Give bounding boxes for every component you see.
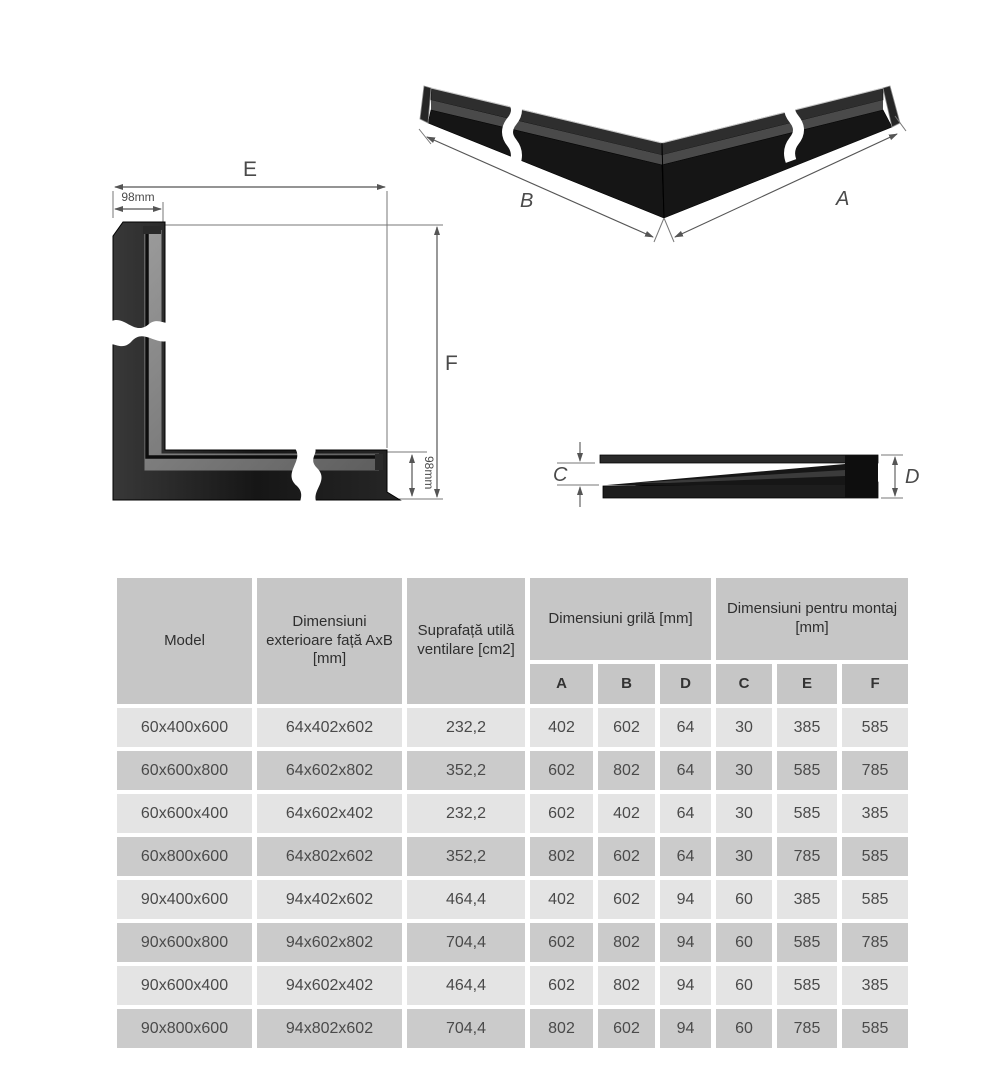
table-cell: 94 <box>660 1009 711 1048</box>
table-cell: 64 <box>660 837 711 876</box>
grille-slot-groove <box>147 234 375 457</box>
table-cell: 585 <box>777 794 837 833</box>
group-header-montaj: Dimensiuni pentru montaj [mm] <box>716 578 908 660</box>
table-cell: 602 <box>598 837 655 876</box>
grille-slot-band <box>153 230 379 462</box>
table-cell: 704,4 <box>407 1009 525 1048</box>
table-cell: 385 <box>842 966 908 1005</box>
table-cell: 64 <box>660 751 711 790</box>
table-cell: 64x802x602 <box>257 837 402 876</box>
table-cell: 64x602x802 <box>257 751 402 790</box>
ext-tick <box>654 218 664 242</box>
table-cell: 60x600x800 <box>117 751 252 790</box>
table-cell: 802 <box>598 751 655 790</box>
table-cell: 94x602x802 <box>257 923 402 962</box>
table-body <box>117 708 908 1048</box>
table-cell: 30 <box>716 837 772 876</box>
table-cell: 94 <box>660 880 711 919</box>
table-cell: 64x602x402 <box>257 794 402 833</box>
table-cell: 94 <box>660 923 711 962</box>
spec-table <box>112 574 913 1052</box>
table-row <box>117 708 908 747</box>
slot-end-cap <box>375 454 383 470</box>
front-view-drawing <box>95 148 460 528</box>
table-row <box>117 923 908 962</box>
table-cell: 602 <box>530 794 593 833</box>
table-cell: 64 <box>660 794 711 833</box>
table-cell: 402 <box>530 880 593 919</box>
table-cell: 352,2 <box>407 751 525 790</box>
table-cell: 385 <box>842 794 908 833</box>
table-cell: 802 <box>530 837 593 876</box>
table-cell: 94x802x602 <box>257 1009 402 1048</box>
table-cell: 60x600x400 <box>117 794 252 833</box>
col-header-exterior: Dimensiuni exterioare față AxB [mm] <box>257 578 402 704</box>
dim-label-a: A <box>836 188 850 210</box>
dim-label-b: B <box>520 190 534 212</box>
table-cell: 60 <box>716 880 772 919</box>
table-cell: 60 <box>716 966 772 1005</box>
table-cell: 90x800x600 <box>117 1009 252 1048</box>
table-cell: 464,4 <box>407 966 525 1005</box>
table-cell: 402 <box>598 794 655 833</box>
sub-header-f: F <box>842 664 908 704</box>
table-cell: 60 <box>716 1009 772 1048</box>
table-cell: 785 <box>842 923 908 962</box>
table-cell: 585 <box>777 923 837 962</box>
sub-header-c: C <box>716 664 772 704</box>
col-header-surface: Suprafață utilă ventilare [cm2] <box>407 578 525 704</box>
table-cell: 585 <box>842 880 908 919</box>
table-cell: 60x400x600 <box>117 708 252 747</box>
table-cell: 585 <box>777 751 837 790</box>
table-cell: 60x800x600 <box>117 837 252 876</box>
table-cell: 585 <box>842 708 908 747</box>
table-cell: 785 <box>842 751 908 790</box>
dim-label-e: E <box>242 158 258 181</box>
table-cell: 232,2 <box>407 708 525 747</box>
dim-label-c: C <box>553 464 568 486</box>
section-end-block <box>845 455 878 498</box>
col-header-model: Model <box>117 578 252 704</box>
table-cell: 64 <box>660 708 711 747</box>
table-row <box>117 837 908 876</box>
table-cell: 232,2 <box>407 794 525 833</box>
dim-label-98-top: 98mm <box>121 190 155 204</box>
table-cell: 64x402x602 <box>257 708 402 747</box>
table-row <box>117 966 908 1005</box>
table-cell: 90x400x600 <box>117 880 252 919</box>
ext-tick <box>419 129 431 144</box>
table-cell: 602 <box>530 966 593 1005</box>
table-cell: 802 <box>598 923 655 962</box>
table-cell: 802 <box>530 1009 593 1048</box>
table-cell: 352,2 <box>407 837 525 876</box>
table-cell: 602 <box>530 923 593 962</box>
table-cell: 464,4 <box>407 880 525 919</box>
table-cell: 785 <box>777 837 837 876</box>
section-top-flange <box>600 455 878 463</box>
slot-end-cap <box>143 226 161 234</box>
table-row <box>117 794 908 833</box>
table-cell: 90x600x800 <box>117 923 252 962</box>
dim-label-d: D <box>905 466 920 488</box>
table-cell: 602 <box>598 708 655 747</box>
table-cell: 30 <box>716 751 772 790</box>
table-cell: 802 <box>598 966 655 1005</box>
table-row <box>117 751 908 790</box>
table-cell: 385 <box>777 708 837 747</box>
table-cell: 60 <box>716 923 772 962</box>
table-cell: 602 <box>598 880 655 919</box>
table-cell: 602 <box>598 1009 655 1048</box>
dim-label-98-bottom: 98mm <box>422 456 436 490</box>
table-cell: 585 <box>842 837 908 876</box>
ext-tick <box>664 218 674 242</box>
dim-label-f: F <box>445 352 458 375</box>
table-cell: 602 <box>530 751 593 790</box>
table-cell: 785 <box>777 1009 837 1048</box>
section-view-drawing <box>545 428 965 528</box>
group-header-grila: Dimensiuni grilă [mm] <box>530 578 711 660</box>
table-cell: 585 <box>842 1009 908 1048</box>
table-cell: 585 <box>777 966 837 1005</box>
table-row <box>117 880 908 919</box>
table-cell: 94x402x602 <box>257 880 402 919</box>
table-cell: 94 <box>660 966 711 1005</box>
table-row <box>117 1009 908 1048</box>
sub-header-e: E <box>777 664 837 704</box>
table-cell: 94x602x402 <box>257 966 402 1005</box>
table-cell: 402 <box>530 708 593 747</box>
table-cell: 90x600x400 <box>117 966 252 1005</box>
table-cell: 385 <box>777 880 837 919</box>
table-cell: 30 <box>716 794 772 833</box>
sub-header-a: A <box>530 664 593 704</box>
table-cell: 704,4 <box>407 923 525 962</box>
sub-header-d: D <box>660 664 711 704</box>
table-cell: 30 <box>716 708 772 747</box>
sub-header-b: B <box>598 664 655 704</box>
perspective-view-drawing <box>408 55 938 290</box>
